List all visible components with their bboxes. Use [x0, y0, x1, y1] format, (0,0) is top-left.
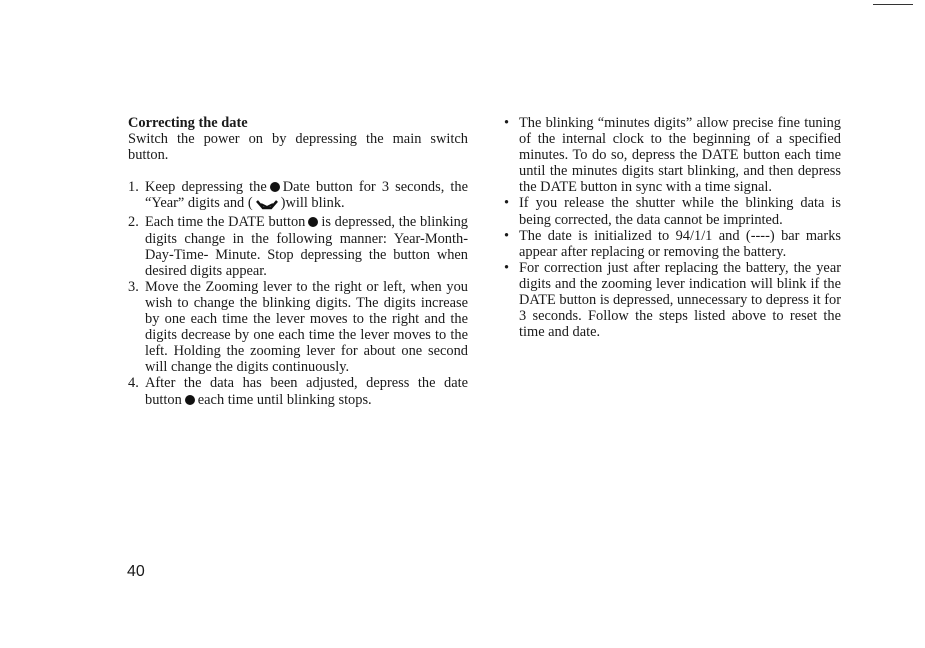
zoom-lever-indicator-icon [255, 198, 279, 214]
step-number: 1. [128, 179, 139, 196]
note-item-3 [503, 228, 841, 260]
bullet-icon: • [504, 115, 510, 131]
step-item-4 [128, 375, 468, 407]
step-number: 4. [128, 375, 139, 392]
note-text: The date is initialized to 94/1/1 and (----) bar marks appear after replacing or removing the battery. [519, 227, 841, 260]
note-item-4 [503, 260, 841, 340]
note-item-2 [503, 195, 841, 227]
step-item-1 [128, 179, 468, 214]
notes-list [503, 115, 841, 340]
bullet-icon: • [504, 195, 510, 212]
step-text: After the data has been adjusted, depress the date button [145, 375, 468, 408]
step-text: )will blink. [280, 195, 345, 212]
date-button-dot-icon [185, 395, 195, 405]
step-item-2 [128, 214, 468, 278]
bullet-icon: • [504, 259, 510, 276]
right-column [503, 115, 841, 340]
note-text: The blinking “minutes digits” allow precise fine tuning of the internal clock to the beginning of a specified minutes. To do so, depress the DATE button each time until the minutes digits start blinking, and then depress the DATE button in sync with a time signal. [519, 115, 841, 196]
step-text: each time until blinking stops. [197, 391, 372, 408]
date-button-dot-icon [270, 182, 280, 192]
steps-list [128, 179, 468, 407]
note-text: If you release the shutter while the blinking data is being corrected, the data cannot be imprinted. [519, 195, 841, 228]
step-text: Each time the DATE button [145, 214, 306, 231]
intro-paragraph: Switch the power on by depressing the main switch button. [128, 131, 468, 164]
left-column [128, 115, 468, 408]
date-button-dot-icon [308, 217, 318, 227]
bullet-icon: • [504, 227, 510, 244]
page-number: 40 [127, 563, 145, 580]
step-text: Date button for 3 seconds, the “Year” digits and ( [145, 179, 468, 212]
section-heading: Correcting the date [128, 115, 248, 131]
step-item-3 [128, 279, 468, 376]
step-number: 3. [128, 278, 139, 295]
spacer [128, 163, 468, 179]
note-text: For correction just after replacing the battery, the year digits and the zooming lever indication will blink if the DATE button is depressed, unnecessary to depress it for 3 seconds. Follow the steps listed above to reset the time and date. [519, 259, 841, 341]
note-item-1 [503, 115, 841, 195]
step-text: is depressed, the blinking digits change in the following manner: Year-Month-Day-Time- Minute. Stop depressing the button when desired digits appear. [145, 214, 468, 279]
step-number: 2. [128, 214, 139, 231]
step-text: Keep depressing the [145, 179, 267, 196]
step-text: Move the Zooming lever to the right or left, when you wish to change the blinking digits. The digits increase by one each time the lever moves to the right and the digits decrease by one each time the lever moves to the left. Holding the zooming lever for about one second will change the digits continuously. [145, 278, 468, 376]
corner-rule [873, 4, 913, 5]
